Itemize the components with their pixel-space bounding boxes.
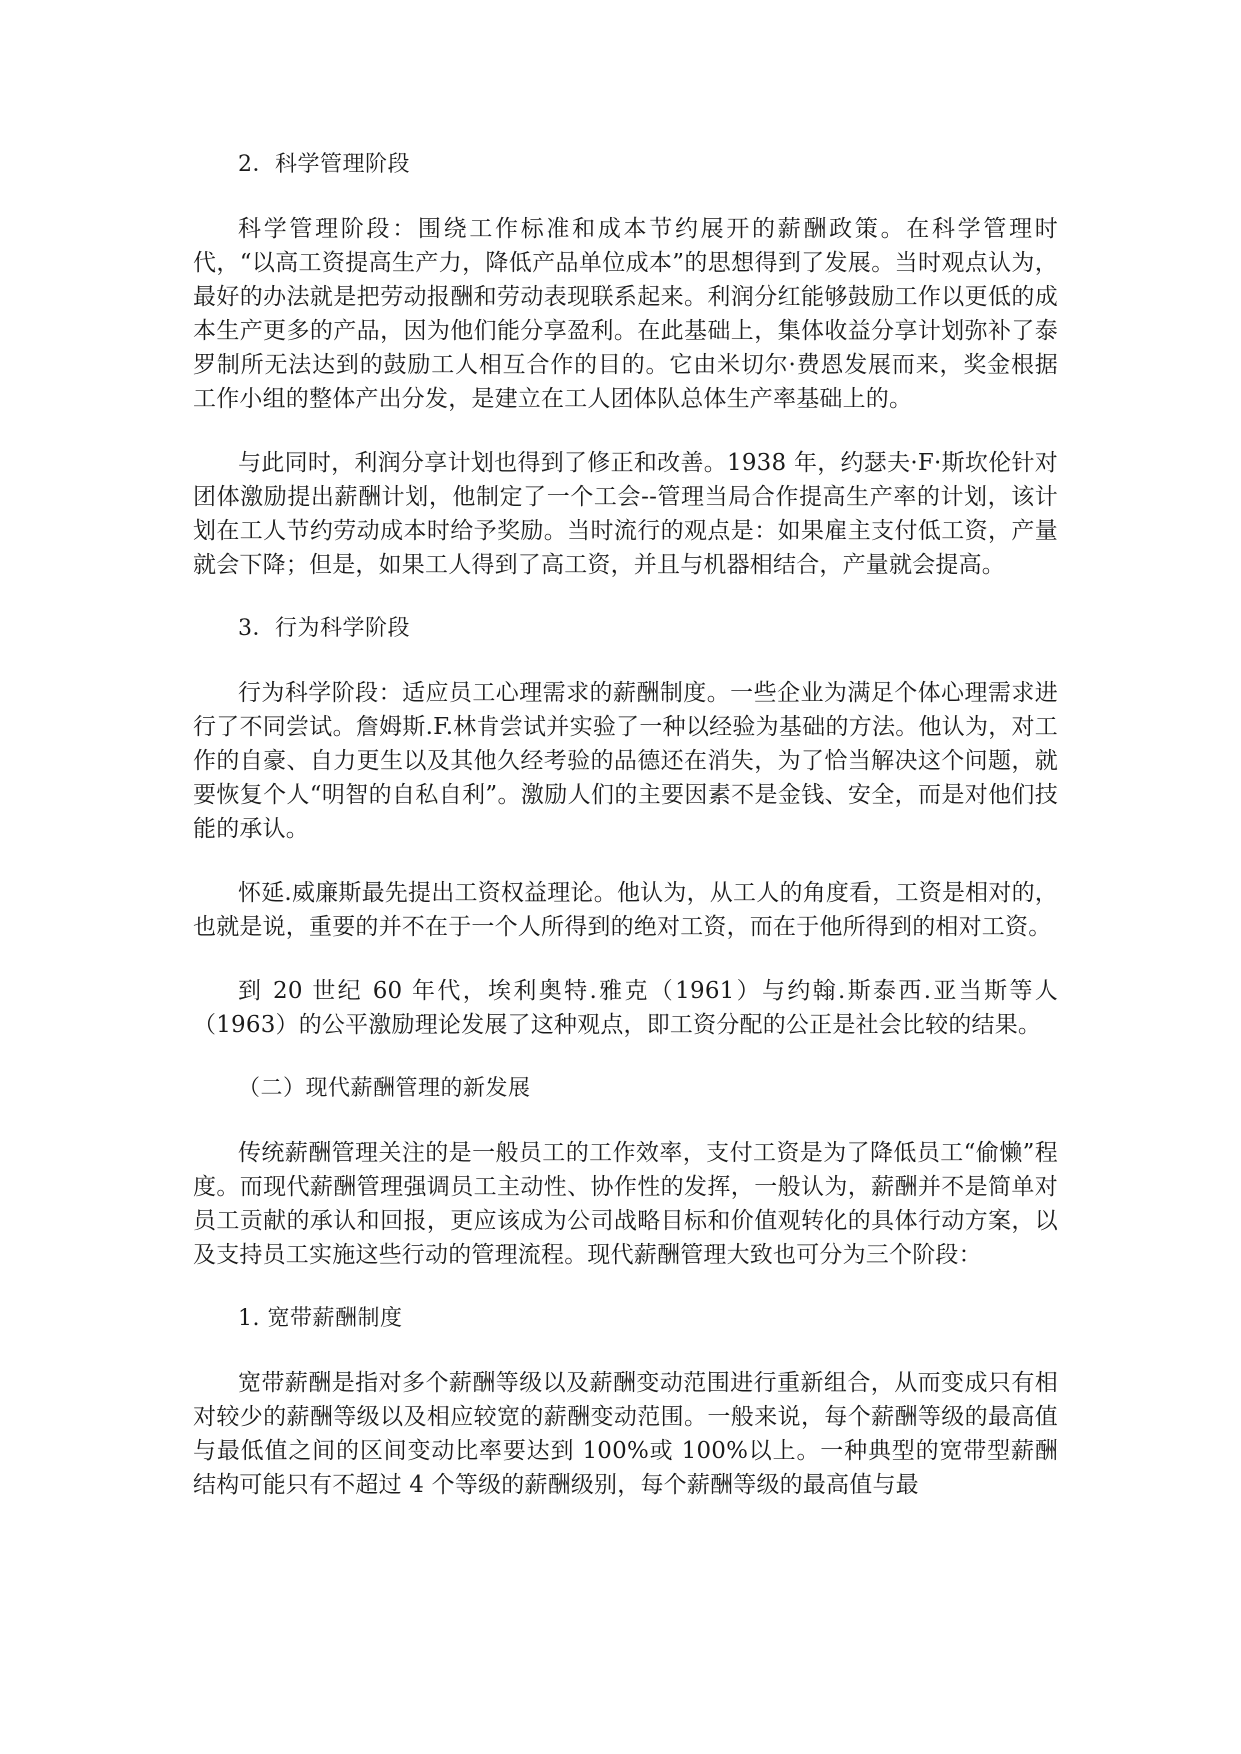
paragraph-behavioral-science: 行为科学阶段：适应员工心理需求的薪酬制度。一些企业为满足个体心理需求进行了不同尝试。詹姆斯.F.林肯尝试并实验了一种以经验为基础的方法。他认为，对工作的自豪、自力更生以及其他久经考验的品德还在消失，为了恰当解决这个问题，就要恢复个人“明智的自私自利”。激励人们的主要因素不是金钱、安全，而是对他们技能的承认。 — [193, 680, 1058, 842]
section-heading-behavioral-science: 3．行为科学阶段 — [238, 616, 410, 641]
section-heading-modern-compensation: （二）现代薪酬管理的新发展 — [238, 1076, 531, 1101]
paragraph-broadband-pay: 宽带薪酬是指对多个薪酬等级以及薪酬变动范围进行重新组合，从而变成只有相对较少的薪酬等级以及相应较宽的薪酬变动范围。一般来说，每个薪酬等级的最高值与最低值之间的区间变动比率要达到 100%或 100%以上。一种典型的宽带型薪酬结构可能只有不超过 4 个等级的薪酬级别，每个薪酬等级的最高值与最 — [193, 1370, 1058, 1498]
section-heading-scientific-management: 2．科学管理阶段 — [238, 152, 410, 177]
paragraph-profit-sharing: 与此同时，利润分享计划也得到了修正和改善。1938 年，约瑟夫·F·斯坎伦针对团体激励提出薪酬计划，他制定了一个工会--管理当局合作提高生产率的计划，该计划在工人节约劳动成本时给予奖励。当时流行的观点是：如果雇主支付低工资，产量就会下降；但是，如果工人得到了高工资，并且与机器相结合，产量就会提高。 — [193, 450, 1058, 578]
paragraph-equity-incentive-theory: 到 20 世纪 60 年代，埃利奥特.雅克（1961）与约翰.斯泰西.亚当斯等人（1963）的公平激励理论发展了这种观点，即工资分配的公正是社会比较的结果。 — [193, 978, 1058, 1038]
paragraph-modern-compensation: 传统薪酬管理关注的是一般员工的工作效率，支付工资是为了降低员工“偷懒”程度。而现代薪酬管理强调员工主动性、协作性的发挥，一般认为，薪酬并不是简单对员工贡献的承认和回报，更应该成为公司战略目标和价值观转化的具体行动方案，以及支持员工实施这些行动的管理流程。现代薪酬管理大致也可分为三个阶段： — [193, 1140, 1058, 1268]
paragraph-scientific-management: 科学管理阶段：围绕工作标准和成本节约展开的薪酬政策。在科学管理时代，“以高工资提高生产力，降低产品单位成本”的思想得到了发展。当时观点认为，最好的办法就是把劳动报酬和劳动表现联系起来。利润分红能够鼓励工作以更低的成本生产更多的产品，因为他们能分享盈利。在此基础上，集体收益分享计划弥补了泰罗制所无法达到的鼓励工人相互合作的目的。它由米切尔·费恩发展而来，奖金根据工作小组的整体产出分发，是建立在工人团体队总体生产率基础上的。 — [193, 216, 1058, 412]
document-body — [193, 148, 1058, 1502]
paragraph-wage-equity-theory: 怀延.威廉斯最先提出工资权益理论。他认为，从工人的角度看，工资是相对的，也就是说，重要的并不在于一个人所得到的绝对工资，而在于他所得到的相对工资。 — [193, 880, 1058, 940]
section-heading-broadband-pay: 1. 宽带薪酬制度 — [238, 1306, 403, 1331]
